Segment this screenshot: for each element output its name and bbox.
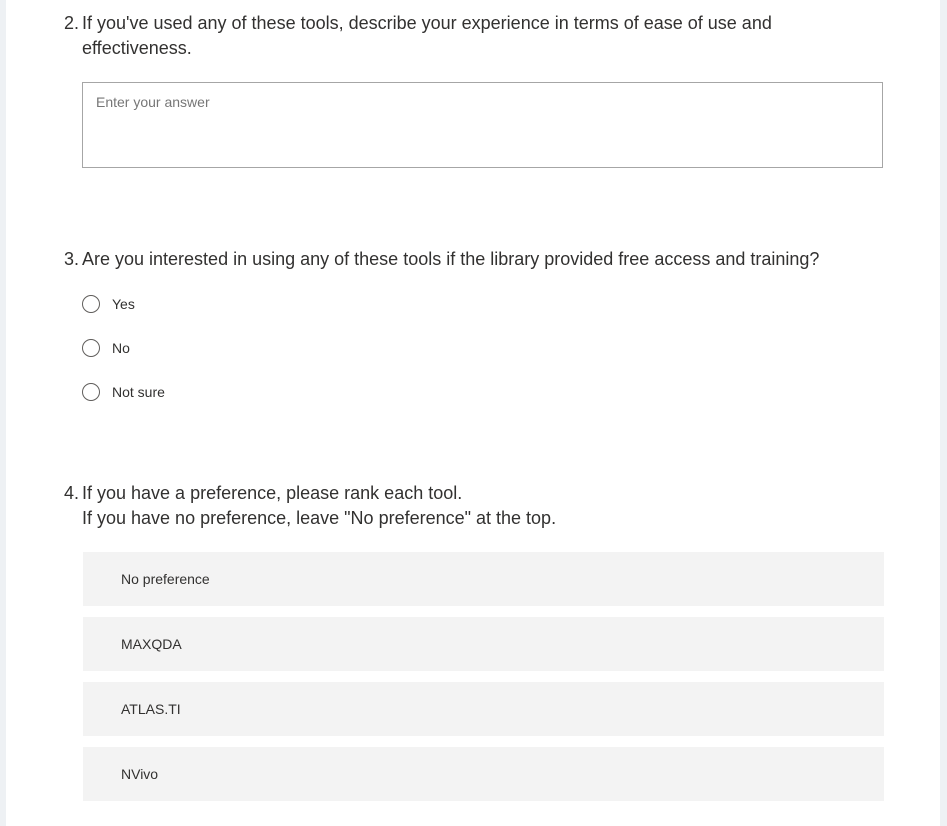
radio-option-not-sure[interactable]: [82, 380, 165, 404]
rank-item-maxqda[interactable]: MAXQDA: [83, 617, 884, 671]
question-3: [64, 247, 894, 272]
question-number: 2.: [64, 13, 80, 33]
radio-label: Not sure: [112, 384, 165, 400]
question-title-line: If you have a preference, please rank each tool.: [82, 483, 463, 503]
rank-item-atlas-ti[interactable]: ATLAS.TI: [83, 682, 884, 736]
radio-label: No: [112, 340, 130, 356]
answer-box: [82, 82, 883, 168]
radio-button[interactable]: [82, 295, 100, 313]
radio-button[interactable]: [82, 383, 100, 401]
question-title-line: If you have no preference, leave "No preference" at the top.: [82, 508, 557, 528]
rank-item-no-preference[interactable]: No preference: [83, 552, 884, 606]
question-title-line: If you've used any of these tools, describe your experience in terms of ease of use and: [82, 13, 772, 33]
question-2: [64, 11, 894, 61]
radio-option-yes[interactable]: [82, 292, 135, 316]
answer-text-input[interactable]: [83, 83, 882, 167]
question-4: [64, 481, 894, 531]
question-title: [82, 11, 894, 61]
question-number: 3.: [64, 249, 80, 269]
rank-item-nvivo[interactable]: NVivo: [83, 747, 884, 801]
form-card: [6, 0, 940, 826]
radio-button[interactable]: [82, 339, 100, 357]
question-number: 4.: [64, 483, 80, 503]
radio-option-no[interactable]: [82, 336, 130, 360]
radio-label: Yes: [112, 296, 135, 312]
question-title: Are you interested in using any of these tools if the library provided free access and training?: [82, 249, 820, 269]
question-title-line: effectiveness.: [82, 38, 192, 58]
question-title: [82, 481, 894, 531]
